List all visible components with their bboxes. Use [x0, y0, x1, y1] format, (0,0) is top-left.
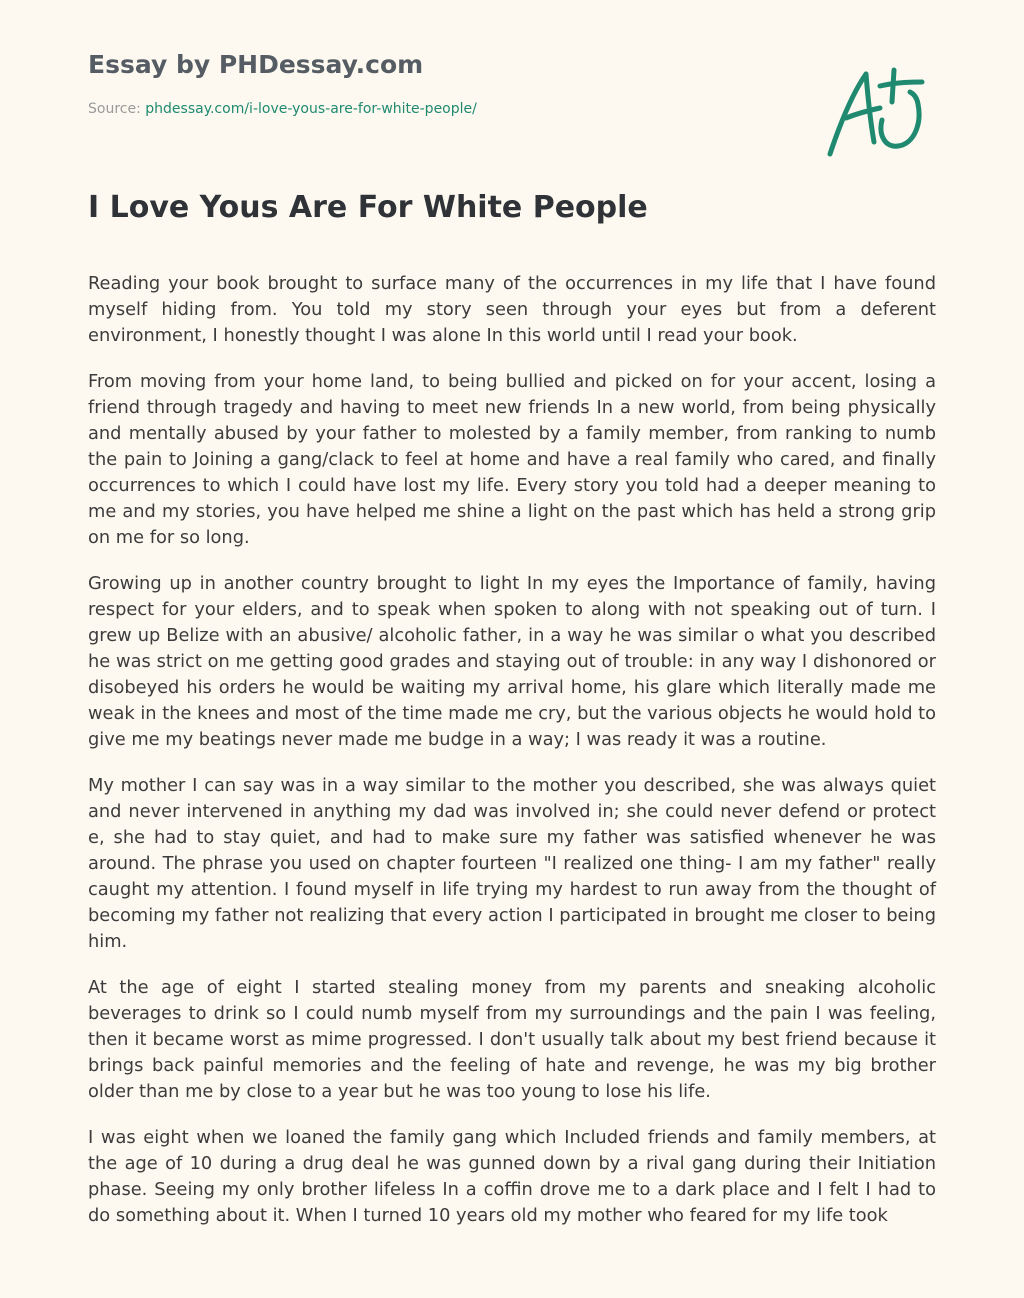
essay-title: I Love Yous Are For White People	[88, 190, 648, 225]
essay-paragraph: From moving from your home land, to being bullied and picked on for your accent, losing a friend through tragedy and having to meet new friends In a new world, from being physically and mentally abused by your father to molested by a family member, from ranking to numb the pain to Joining a gang/clack to feel at home and have a real family who cared, and finally occurrences to which I could have lost my life. Every story you told had a deeper meaning to me and my stories, you have helped me shine a light on the past which has held a strong grip on me for so long.	[88, 371, 936, 548]
essay-paragraph: Growing up in another country brought to light In my eyes the Importance of family, having respect for your elders, and to speak when spoken to along with not speaking out of turn. I grew up Belize with an abusive/ alcoholic father, in a way he was similar o what you described he was strict on me getting good grades and staying out of trouble: in any way I dishonored or disobeyed his orders he would be waiting my arrival home, his glare which literally made me weak in the knees and most of the time made me cry, but the various objects he would hold to give me my beatings never made me budge in a way; I was ready it was a routine.	[88, 573, 936, 750]
source-line	[88, 101, 477, 117]
essay-paragraph: At the age of eight I started stealing money from my parents and sneaking alcoholic beverages to drink so I could numb myself from my surroundings and the pain I was feeling, then it became worst as mime progressed. I don't usually talk about my best friend because it brings back painful memories and the feeling of hate and revenge, he was my big brother older than me by close to a year but he was too young to lose his life.	[88, 977, 936, 1102]
source-label: Source:	[88, 101, 141, 117]
essay-body	[88, 271, 936, 1249]
a-plus-logo-icon	[822, 64, 926, 160]
source-link[interactable]: phdessay.com/i-love-yous-are-for-white-people/	[145, 101, 477, 117]
essay-paragraph: My mother I can say was in a way similar to the mother you described, she was always quiet and never intervened in anything my dad was involved in; she could never defend or protect e, she had to stay quiet, and had to make sure my father was satisfied whenever he was around. The phrase you used on chapter fourteen "I realized one thing- I am my father" really caught my attention. I found myself in life trying my hardest to run away from the thought of becoming my father not realizing that every action I participated in brought me closer to being him.	[88, 775, 936, 952]
essay-paragraph: Reading your book brought to surface many of the occurrences in my life that I have found myself hiding from. You told my story seen through your eyes but from a deferent environment, I honestly thought I was alone In this world until I read your book.	[88, 273, 936, 346]
essay-paragraph: I was eight when we loaned the family gang which Included friends and family members, at the age of 10 during a drug deal he was gunned down by a rival gang during their Initiation phase. Seeing my only brother lifeless In a coffin drove me to a dark place and I felt I had to do something about it. When I turned 10 years old my mother who feared for my life took	[88, 1127, 936, 1226]
site-brand: Essay by PHDessay.com	[88, 50, 424, 79]
